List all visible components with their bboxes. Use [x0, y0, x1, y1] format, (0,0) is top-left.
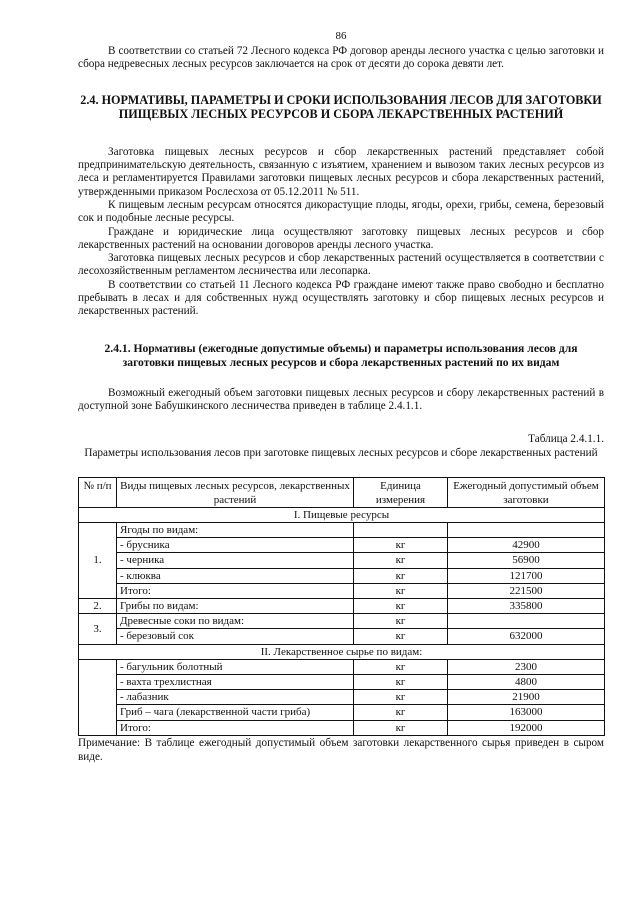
volume-cell: 2300 [448, 659, 605, 674]
unit-cell: кг [354, 538, 448, 553]
unit-cell [354, 523, 448, 538]
table-row [79, 523, 605, 538]
section-row [79, 507, 605, 522]
volume-cell: 163000 [448, 705, 605, 720]
resource-name: - брусника [117, 538, 354, 553]
resource-name: - клюква [117, 568, 354, 583]
intro-paragraph: В соответствии со статьей 72 Лесного кодекса РФ договор аренды лесного участка с целью заготовки и сбора недревесных лесных ресурсов заключается на срок от десяти до сорока девяти лет. [78, 45, 604, 71]
resource-name: - вахта трехлистная [117, 675, 354, 690]
resource-name: Древесные соки по видам: [117, 614, 354, 629]
resource-name: - лабазник [117, 690, 354, 705]
table-row [79, 720, 605, 735]
table-row [79, 705, 605, 720]
header-volume: Ежегодный допустимый объем заготовки [448, 477, 605, 507]
section-paragraph: Заготовка пищевых лесных ресурсов и сбор лекарственных растений представляет собой предпринимательскую деятельность, связанную с изъятием, хранением и вывозом таких лесных ресурсов из леса и регламентируется Правилами заготовки пищевых лесных ресурсов и сбора лекарственных растений, утвержденными приказом Рослесхоза от 05.12.2011 № 511. [78, 145, 604, 198]
unit-cell: кг [354, 690, 448, 705]
resources-table [78, 477, 605, 736]
unit-cell: кг [354, 583, 448, 598]
section-paragraph: Граждане и юридические лица осуществляют заготовку пищевых лесных ресурсов и сбор лекарственных растений на основании договоров аренды лесного участка. [78, 225, 604, 251]
table-row [79, 538, 605, 553]
table-header-row [79, 477, 605, 507]
unit-cell: кг [354, 629, 448, 644]
header-number: № п/п [79, 477, 117, 507]
volume-cell: 221500 [448, 583, 605, 598]
row-number: 2. [79, 599, 117, 614]
resource-name: Итого: [117, 720, 354, 735]
row-number: 3. [79, 614, 117, 644]
volume-cell: 21900 [448, 690, 605, 705]
section-paragraph: В соответствии со статьей 11 Лесного кодекса РФ граждане имеют также право свободно и бесплатно пребывать в лесах и для собственных нужд осуществлять заготовку и сбор пищевых лесных ресурсов и лекарственных растений. [78, 278, 604, 318]
table-label: Таблица 2.4.1.1. [528, 433, 604, 446]
volume-cell [448, 614, 605, 629]
section-medicinal-raw: II. Лекарственное сырье по видам: [79, 644, 605, 659]
table-row [79, 583, 605, 598]
volume-cell: 56900 [448, 553, 605, 568]
resource-name: Итого: [117, 583, 354, 598]
resource-name: Ягоды по видам: [117, 523, 354, 538]
unit-cell: кг [354, 675, 448, 690]
header-type: Виды пищевых лесных ресурсов, лекарственных растений [117, 477, 354, 507]
volume-cell: 192000 [448, 720, 605, 735]
table-row [79, 659, 605, 674]
page-number: 86 [335, 30, 347, 42]
header-unit: Единица измерения [354, 477, 448, 507]
table-row [79, 690, 605, 705]
volume-cell: 632000 [448, 629, 605, 644]
unit-cell: кг [354, 705, 448, 720]
volume-cell: 42900 [448, 538, 605, 553]
resource-name: Грибы по видам: [117, 599, 354, 614]
unit-cell: кг [354, 614, 448, 629]
table-row [79, 614, 605, 629]
volume-cell: 121700 [448, 568, 605, 583]
unit-cell: кг [354, 568, 448, 583]
volume-cell: 335800 [448, 599, 605, 614]
section-row [79, 644, 605, 659]
subsection-title: 2.4.1. Нормативы (ежегодные допустимые объемы) и параметры использования лесов для заготовки пищевых лесных ресурсов и сбора лекарственных растений по их видам [104, 341, 578, 369]
table-note: Примечание: В таблице ежегодный допустимый объем заготовки лекарственного сырья приведен в сыром виде. [78, 736, 604, 763]
table-row [79, 675, 605, 690]
table-row [79, 568, 605, 583]
resource-name: Гриб – чага (лекарственной части гриба) [117, 705, 354, 720]
section-paragraph: К пищевым лесным ресурсам относятся дикорастущие плоды, ягоды, орехи, грибы, семена, березовый сок и подобные лесные ресурсы. [78, 198, 604, 225]
resource-name: - багульник болотный [117, 659, 354, 674]
table-row [79, 599, 605, 614]
volume-cell [448, 523, 605, 538]
volume-cell: 4800 [448, 675, 605, 690]
section-title: 2.4. НОРМАТИВЫ, ПАРАМЕТРЫ И СРОКИ ИСПОЛЬЗОВАНИЯ ЛЕСОВ ДЛЯ ЗАГОТОВКИ ПИЩЕВЫХ ЛЕСНЫХ РЕСУРСОВ И СБОРА ЛЕКАРСТВЕННЫХ РАСТЕНИЙ [80, 92, 602, 122]
section-paragraph: Заготовка пищевых лесных ресурсов и сбор лекарственных растений осуществляется в соответствии с лесохозяйственным регламентом лесничества или лесопарка. [78, 252, 604, 278]
section-food-resources: I. Пищевые ресурсы [79, 507, 605, 522]
unit-cell: кг [354, 720, 448, 735]
row-number: 1. [79, 523, 117, 599]
table-caption: Параметры использования лесов при заготовке пищевых лесных ресурсов и сборе лекарственных растений [84, 446, 598, 459]
document-page [78, 30, 604, 764]
row-number-empty [79, 659, 117, 735]
unit-cell: кг [354, 659, 448, 674]
resource-name: - черника [117, 553, 354, 568]
table-row [79, 629, 605, 644]
table-row [79, 553, 605, 568]
subsection-paragraph: Возможный ежегодный объем заготовки пищевых лесных ресурсов и сбору лекарственных растений в доступной зоне Бабушкинского лесничества приведен в таблице 2.4.1.1. [78, 386, 604, 412]
unit-cell: кг [354, 553, 448, 568]
resource-name: - березовый сок [117, 629, 354, 644]
unit-cell: кг [354, 599, 448, 614]
